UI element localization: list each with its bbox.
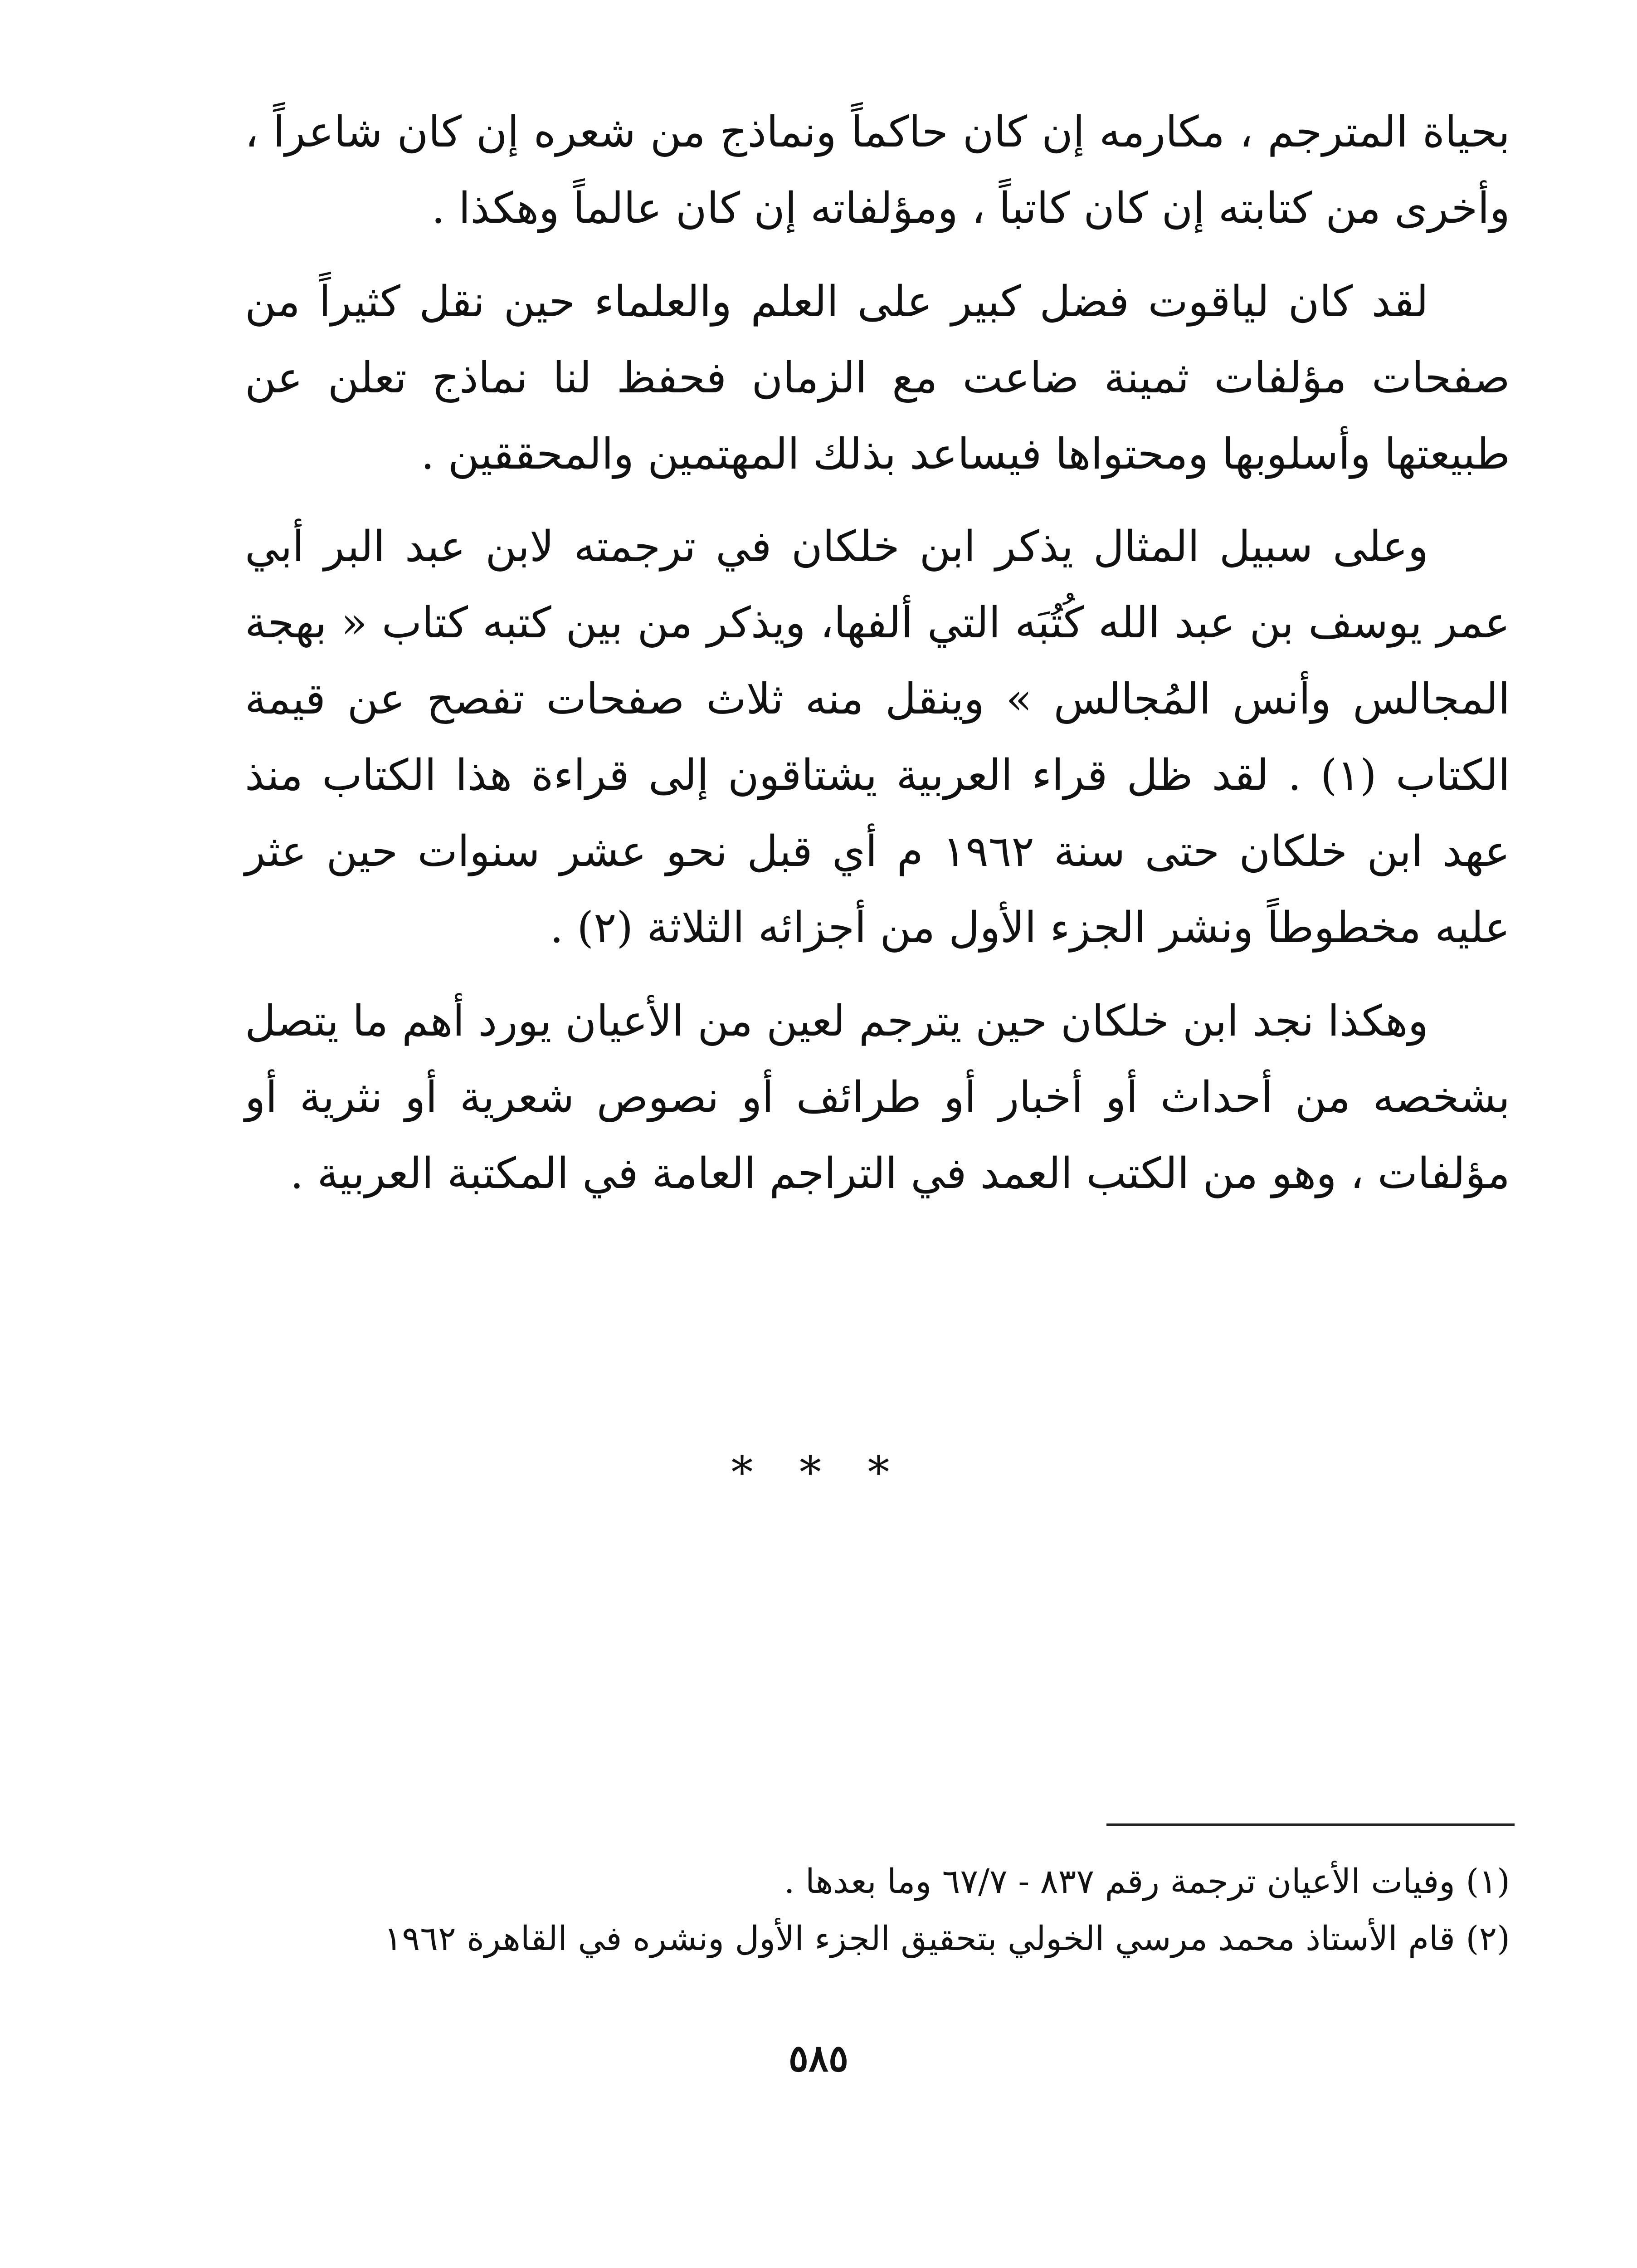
page-number: ٥٨٥ [788,2037,849,2080]
footnotes [245,1853,1510,1967]
section-separator: * * * [731,1447,906,1498]
footnote-1: (١) وفيات الأعيان ترجمة رقم ٨٣٧ - ٦٧/٧ وما بعدها . [784,1862,1510,1901]
footnote-2: (٢) قام الأستاذ محمد مرسي الخولي بتحقيق الجزء الأول ونشره في القاهرة ١٩٦٢ [384,1919,1510,1958]
paragraph-3: وعلى سبيل المثال يذكر ابن خلكان في ترجمته لابن عبد البر أبي عمر يوسف بن عبد الله كُتُبَه التي ألفها، ويذكر من بين كتبه كتاب « بهجة المجالس وأنس المُجالس » وينقل منه ثلاث صفحات تفصح عن قيمة الكتاب (١) . لقد ظل قراء العربية يشتاقون إلى قراءة هذا الكتاب منذ عهد ابن خلكان حتى سنة ١٩٦٢ م أي قبل نحو عشر سنوات حين عثر عليه مخطوطاً ونشر الجزء الأول من أجزائه الثلاثة (٢) . [245,522,1510,953]
paragraph-1: بحياة المترجم ، مكارمه إن كان حاكماً ونماذج من شعره إن كان شاعراً ، وأخرى من كتابته إن كان كاتباً ، ومؤلفاته إن كان عالماً وهكذا . [245,108,1510,233]
paragraph-2: لقد كان لياقوت فضل كبير على العلم والعلماء حين نقل كثيراً من صفحات مؤلفات ثمينة ضاعت مع الزمان فحفظ لنا نماذج تعلن عن طبيعتها وأسلوبها ومحتواها فيساعد بذلك المهتمين والمحققين . [245,277,1510,479]
paragraph-4: وهكذا نجد ابن خلكان حين يترجم لعين من الأعيان يورد أهم ما يتصل بشخصه من أحداث أو أخبار أو طرائف أو نصوص شعرية أو نثرية أو مؤلفات ، وهو من الكتب العمد في التراجم العامة في المكتبة العربية . [245,997,1510,1198]
footnote-divider [1106,1823,1515,1826]
